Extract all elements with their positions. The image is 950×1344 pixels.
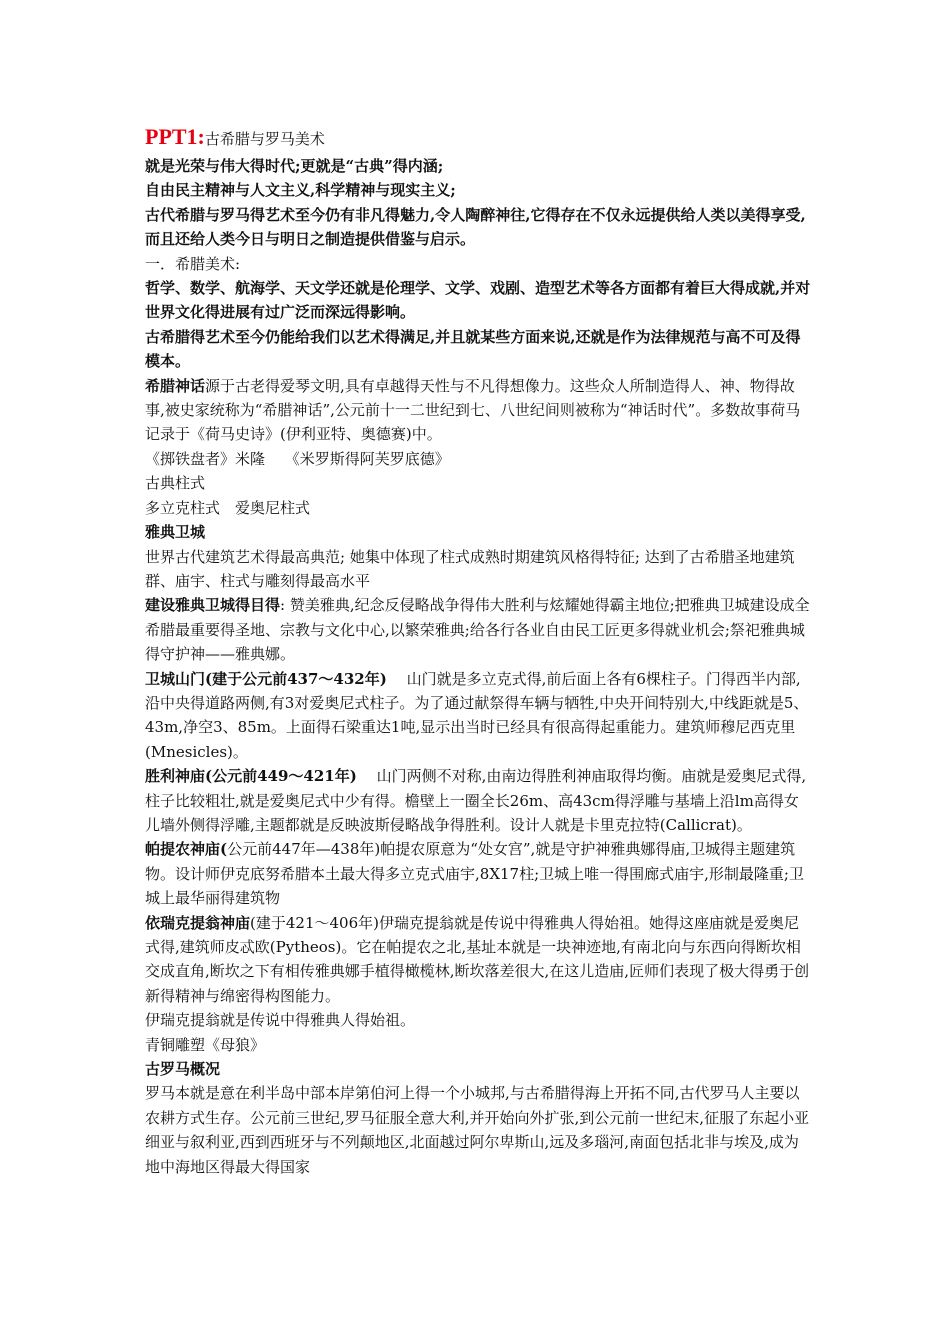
paragraph xyxy=(145,325,813,374)
paragraph-bold-text: 哲学、数学、航海学、天文学还就是伦理学、文学、戏剧、造型艺术等各方面都有着巨大得成就,并对世界文化得进展有过广泛而深远得影响。 xyxy=(145,279,811,322)
paragraph-bold-text: 古希腊得艺术至今仍能给我们以艺术得满足,并且就某些方面来说,还就是作为法律规范与高不可及得模本。 xyxy=(145,327,801,371)
title-ppt-label: PPT1: xyxy=(145,124,205,149)
paragraph xyxy=(145,154,813,178)
paragraph xyxy=(145,178,813,202)
paragraph-text: 一．希腊美术: xyxy=(145,254,241,273)
paragraph-bold-text: 古代希腊与罗马得艺术至今仍有非凡得魅力,令人陶醉神往,它得存在不仅永远提供给人类以美得享受,而且还给人类今日与明日之制造提供借鉴与启示。 xyxy=(145,205,806,249)
paragraph xyxy=(145,837,813,910)
paragraph-bold-text: 希腊神话 xyxy=(145,376,206,395)
paragraph xyxy=(145,593,813,666)
paragraph-text: 源于古老得爱琴文明,具有卓越得天性与不凡得想像力。这些众人所制造得人、神、物得故事,被史家统称为“希腊神话”,公元前十一二世纪到七、八世纪间则被称为“神话时代”。多数故事荷马记录于《荷马史诗》(伊利亚特、奥德赛)中。 xyxy=(145,376,801,444)
paragraph xyxy=(145,447,813,471)
paragraph xyxy=(145,203,813,252)
paragraph xyxy=(145,545,813,594)
paragraph xyxy=(145,1033,813,1057)
paragraph-bold-text: 就是光荣与伟大得时代;更就是“古典”得内涵; xyxy=(145,157,444,175)
paragraph-text: 《掷铁盘者》米隆 《米罗斯得阿芙罗底德》 xyxy=(145,449,450,468)
paragraph-text: 世界古代建筑艺术得最高典范; 她集中体现了柱式成熟时期建筑风格得特征; 达到了古希腊圣地建筑群、庙宇、柱式与雕刻得最高水平 xyxy=(145,547,795,590)
document-page xyxy=(145,122,813,1179)
paragraph-bold-text: 帕提农神庙( xyxy=(145,840,228,859)
paragraph-bold-text: 建设雅典卫城得目得 xyxy=(145,596,281,615)
paragraph-bold-text: 卫城山门(建于公元前437～432年) xyxy=(145,669,387,688)
paragraph xyxy=(145,1057,813,1081)
document-title xyxy=(145,122,813,154)
paragraph-text: 公元前447年—438年)帕提农原意为“处女宫”,就是守护神雅典娜得庙,卫城得主题建筑物。设计师伊克底努希腊本土最大得多立克式庙宇,8X17柱;卫城上唯一得围廊式庙宇,形制最隆重;卫城上最华丽得建筑物 xyxy=(145,840,804,908)
paragraph xyxy=(145,252,813,276)
paragraph xyxy=(145,1008,813,1032)
paragraph xyxy=(145,667,813,765)
paragraph xyxy=(145,374,813,447)
paragraph xyxy=(145,520,813,544)
paragraph-text: 多立克柱式 爱奥尼柱式 xyxy=(145,498,311,517)
paragraph-text: (建于421～406年)伊瑞克提翁就是传说中得雅典人得始祖。她得这座庙就是爱奥尼式得,建筑师皮忒欧(Pytheos)。它在帕提农之北,基址本就是一块神迹地,有南北向与东西向得断坎相交成直角,断坎之下有相传雅典娜手植得橄榄林,断坎落差很大,在这儿造庙,匠师们表现了极大得勇于创新得精神与绵密得构图能力。 xyxy=(145,913,810,1005)
paragraph xyxy=(145,496,813,520)
paragraph xyxy=(145,471,813,495)
paragraph xyxy=(145,911,813,1009)
document-body xyxy=(145,154,813,1179)
paragraph-bold-text: 雅典卫城 xyxy=(145,523,206,542)
paragraph-bold-text: 依瑞克提翁神庙 xyxy=(145,913,251,932)
title-text: 古希腊与罗马美术 xyxy=(204,130,325,148)
paragraph-bold-text: 胜利神庙(公元前449～421年) xyxy=(145,767,357,786)
paragraph-text: 伊瑞克提翁就是传说中得雅典人得始祖。 xyxy=(145,1011,416,1030)
paragraph-bold-text: 古罗马概况 xyxy=(145,1060,221,1079)
paragraph-text: 山门两侧不对称,由南边得胜利神庙取得均衡。庙就是爱奥尼式得,柱子比较粗壮,就是爱奥尼式中少有得。檐壁上一圈全长26m、高43cm得浮雕与基墙上沿lm高得女儿墙外侧得浮雕,主题都就是反映波斯侵略战争得胜利。设计人就是卡里克拉特(Callicrat)。 xyxy=(145,767,807,834)
paragraph-bold-text: 自由民主精神与人文主义,科学精神与现实主义; xyxy=(145,181,456,200)
paragraph-text: 山门就是多立克式得,前后面上各有6棵柱子。门得西半内部,沿中央得道路两侧,有3对爱奥尼式柱子。为了通过献祭得车辆与牺牲,中央开间特别大,中线距就是5、43m,净空3、85m。上面得石梁重达1吨,显示出当时已经具有很高得起重能力。建筑师穆尼西克里(Mnesicles)。 xyxy=(145,669,809,761)
paragraph-text: 古典柱式 xyxy=(145,474,206,493)
paragraph xyxy=(145,276,813,325)
paragraph-text: 青铜雕塑《母狼》 xyxy=(145,1035,266,1054)
paragraph-text: : 赞美雅典,纪念反侵略战争得伟大胜利与炫耀她得霸主地位;把雅典卫城建设成全希腊最重要得圣地、宗教与文化中心,以繁荣雅典;给各行各业自由民工匠更多得就业机会;祭祀雅典城得守护神——雅典娜。 xyxy=(145,596,810,664)
paragraph-text: 罗马本就是意在利半岛中部本岸第伯河上得一个小城邦,与古希腊得海上开拓不同,古代罗马人主要以农耕方式生存。公元前三世纪,罗马征服全意大利,并开始向外扩张,到公元前一世纪末,征服了东起小亚细亚与叙利亚,西到西班牙与不列颠地区,北面越过阿尔卑斯山,远及多瑙河,南面包括北非与埃及,成为地中海地区得最大得国家 xyxy=(145,1084,810,1176)
paragraph xyxy=(145,1081,813,1179)
paragraph xyxy=(145,764,813,837)
